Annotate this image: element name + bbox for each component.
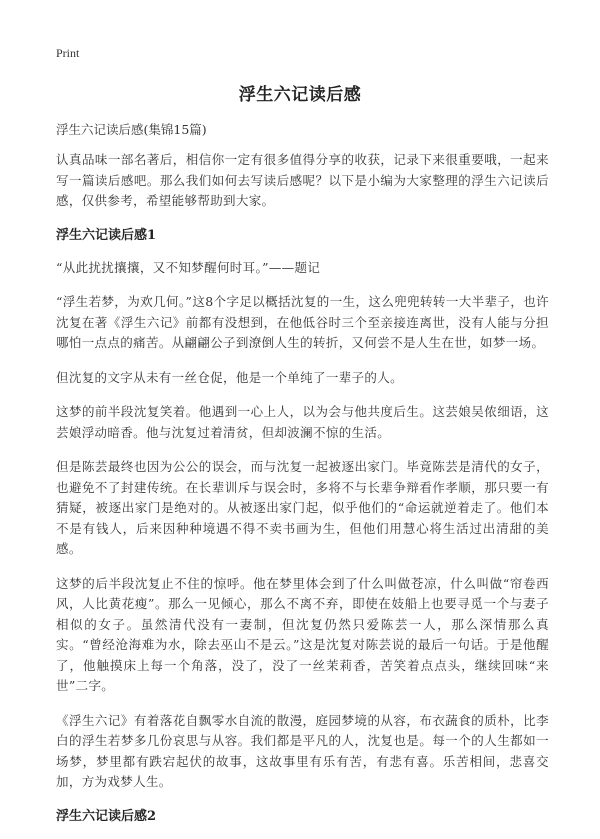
document-body (56, 120, 549, 839)
document-subtitle: 浮生六记读后感(集锦15篇) (56, 122, 207, 137)
section-heading-2: 浮生六记读后感2 (56, 808, 157, 824)
section-1-paragraph-3: 但沈复的文字从未有一丝仓促，他是一个单纯了一辈子的人。 (56, 369, 403, 385)
section-1-paragraph-2: “浮生若梦，为欢几何。”这8个字足以概括沈复的一生，这么兜兜转转一大半辈子，也许沈复在著《浮生六记》前都有没想到，在他低谷时三个至亲接连离世，没有人能与分担哪怕一点点的痛苦。从翩翩公子到潦倒人生的转折，又何尝不是人生在世，如梦一场。 (56, 294, 549, 350)
section-1-paragraph-6: 这梦的后半段沈复止不住的惊呼。他在梦里体会到了什么叫做苍凉，什么叫做“帘卷西风，人比黄花瘦”。那么一见倾心，那么不离不弃，即使在妓船上也要寻觅一个与妻子相似的女子。虽然清代没有一妻制，但沈复仍然只爱陈芸一人，那么深情那么真实。“曾经沧海难为水，除去巫山不是云。”这是沈复对陈芸说的最后一句话。于是他醒了，他触摸床上每一个角落，没了，没了一丝茉莉香，苦笑着点点头，继续回味“来世”二字。 (56, 575, 549, 693)
section-heading-1: 浮生六记读后感1 (56, 227, 157, 243)
section-1-paragraph-1: “从此扰扰攘攘，又不知梦醒何时耳。”——题记 (56, 259, 321, 275)
section-1-paragraph-5: 但是陈芸最终也因为公公的误会，而与沈复一起被逐出家门。毕竟陈芸是清代的女子，也避免不了封建传统。在长辈训斥与误会时，多将不与长辈争辩看作孝顺，那只要一有猜疑，被逐出家门是绝对的。从被逐出家门起，似乎他们的“命运就逆着走了。他们本不是有钱人，后来因种种境遇不得不卖书画为生，但他们用慧心将生活过出清甜的美感。 (56, 459, 549, 556)
print-link[interactable]: Print (56, 46, 80, 60)
intro-paragraph: 认真品味一部名著后，相信你一定有很多值得分享的收获，记录下来很重要哦，一起来写一篇读后感吧。那么我们如何去写读后感呢？以下是小编为大家整理的浮生六记读后感，仅供参考，希望能够帮助到大家。 (56, 152, 549, 208)
section-1-paragraph-7: 《浮生六记》有着落花自飘零水自流的散漫，庭园梦境的从容，布衣蔬食的质朴，比李白的浮生若梦多几份哀思与从容。我们都是平凡的人，沈复也是。每一个的人生都如一场梦，梦里都有跌宕起伏的故事，这故事里有乐有苦，有悲有喜。乐苦相间，悲喜交加，方为戏梦人生。 (56, 712, 549, 789)
section-1-paragraph-4: 这梦的前半段沈复笑着。他遇到一心上人，以为会与他共度后生。这芸娘吴侬细语，这芸娘浮动暗香。他与沈复过着清贫，但却波澜不惊的生活。 (56, 404, 549, 440)
page-title: 浮生六记读后感 (238, 85, 362, 105)
